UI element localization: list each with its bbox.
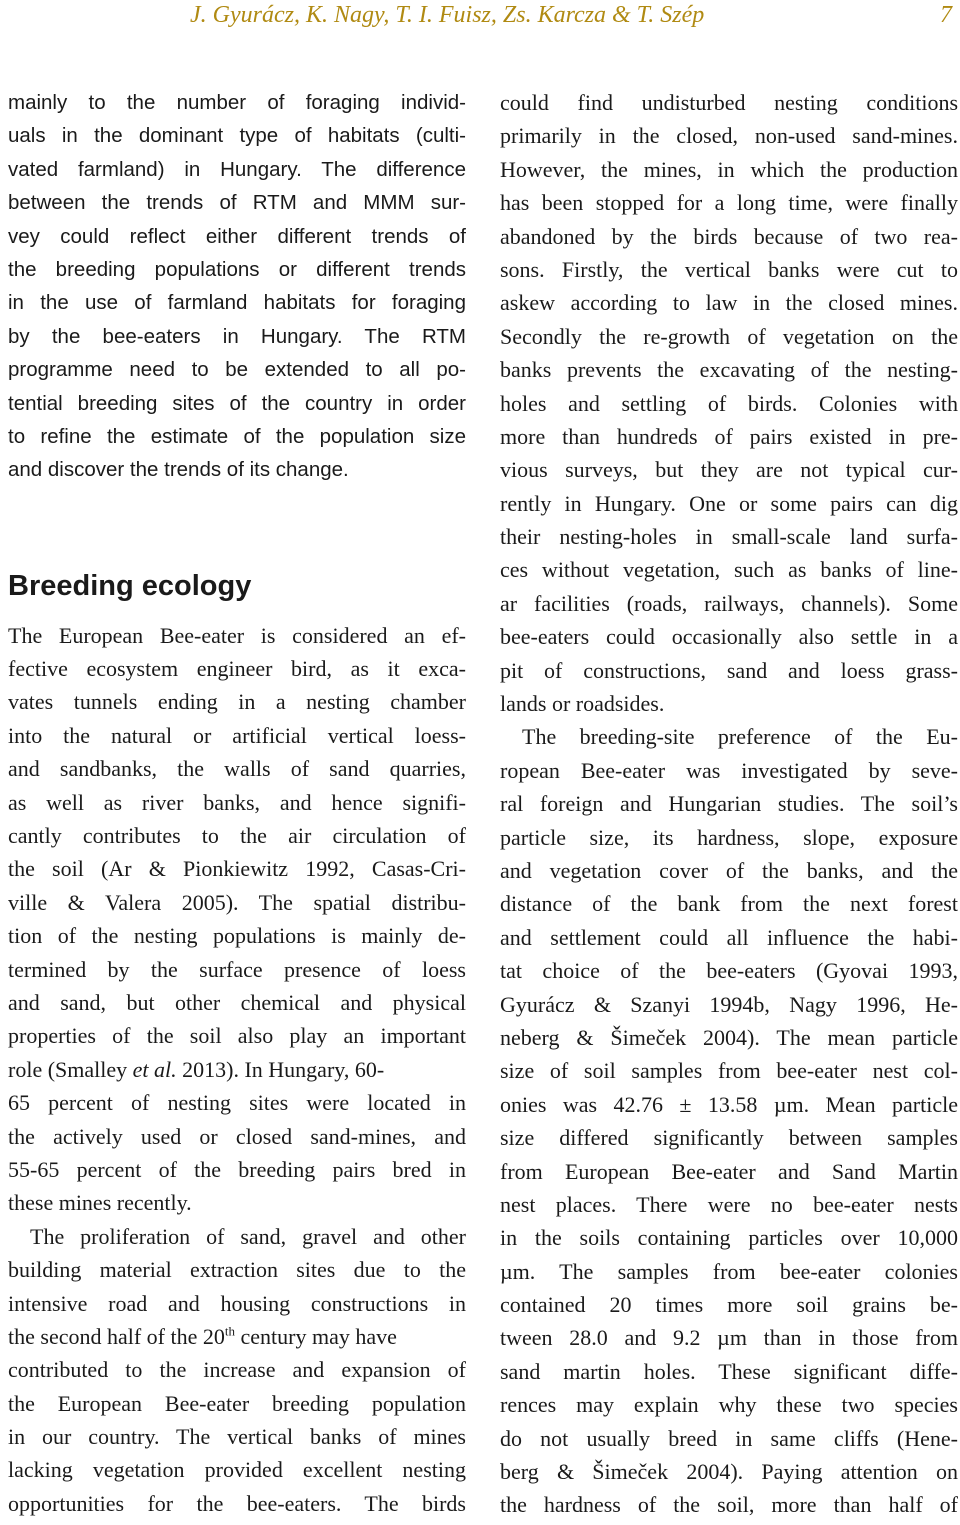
text-line: The proliferation of sand, gravel and other	[30, 1223, 466, 1249]
text-line: neberg & Šimeček 2004). The mean particle	[500, 1024, 958, 1050]
text-line: particle size, its hardness, slope, exposure	[500, 824, 958, 850]
text-line: Gyurácz & Szanyi 1994b, Nagy 1996, He-	[500, 991, 958, 1017]
text-line: The breeding-site preference of the Eu-	[522, 724, 958, 750]
right-column	[500, 86, 958, 1522]
running-header	[0, 0, 960, 38]
text-line: as well as river banks, and hence signifi-	[8, 789, 466, 815]
text-line: askew according to law in the closed mines.	[500, 290, 958, 316]
text-line: berg & Šimeček 2004). Paying attention on	[500, 1459, 958, 1485]
text-line: the actively used or closed sand-mines, and	[8, 1123, 466, 1149]
text-line: properties of the soil also play an important	[8, 1023, 466, 1049]
text-line: bee-eaters could occasionally also settle in a	[500, 624, 958, 650]
text-line: sons. Firstly, the vertical banks were cut to	[500, 256, 958, 282]
text-line: in the use of farmland habitats for foraging	[8, 291, 466, 315]
text-line	[8, 1053, 466, 1086]
text-line: size of soil samples from bee-eater nest col-	[500, 1058, 958, 1084]
paragraph-proliferation	[8, 1220, 466, 1521]
text-line: rently in Hungary. One or some pairs can dig	[500, 490, 958, 516]
page-number: 7	[940, 2, 952, 28]
text-line: primarily in the closed, non-used sand-mines.	[500, 123, 958, 149]
text-line: and discover the trends of its change.	[8, 458, 349, 482]
text-line: the soil (Ar & Pionkiewitz 1992, Casas-Cri-	[8, 856, 466, 882]
text-line: pit of constructions, sand and loess grass-	[500, 657, 958, 683]
text-line: However, the mines, in which the production	[500, 156, 958, 182]
text-line: in the soils containing particles over 10,000	[500, 1225, 958, 1251]
text-line: tween 28.0 and 9.2 µm than in those from	[500, 1325, 958, 1351]
text-line: by the bee-eaters in Hungary. The RTM	[8, 324, 466, 348]
text-line: more than hundreds of pairs existed in pre-	[500, 423, 958, 449]
text-line: ar facilities (roads, railways, channels). Some	[500, 590, 958, 616]
section-spacer	[8, 487, 466, 553]
text-line: has been stopped for a long time, were finally	[500, 190, 958, 216]
text-line: 65 percent of nesting sites were located in	[8, 1090, 466, 1116]
italic-text: et al.	[132, 1056, 177, 1082]
text-line: their nesting-holes in small-scale land surfa-	[500, 524, 958, 550]
text-line: nest places. There were no bee-eater nests	[500, 1191, 958, 1217]
text-line: could find undisturbed nesting conditions	[500, 90, 958, 115]
text-line: from European Bee-eater and Sand Martin	[500, 1158, 958, 1184]
section-heading: Breeding ecology	[8, 569, 252, 602]
paragraph-nesting-conditions	[500, 86, 958, 720]
text-line: into the natural or artificial vertical loess-	[8, 722, 466, 748]
text-line: tion of the nesting populations is mainly de-	[8, 923, 466, 949]
text-line: ropean Bee-eater was investigated by seve-	[500, 757, 958, 783]
text-line: between the trends of RTM and MMM sur-	[8, 191, 466, 215]
text-line: The European Bee-eater is considered an ef-	[8, 622, 466, 648]
text-run: century may have	[235, 1323, 397, 1349]
text-line: termined by the surface presence of loess	[8, 956, 466, 982]
text-line: the hardness of the soil, more than half of	[500, 1492, 958, 1518]
text-line: opportunities for the bee-eaters. The birds	[8, 1490, 466, 1516]
text-line: sand martin holes. These significant diffe-	[500, 1358, 958, 1384]
text-line: tential breeding sites of the country in order	[8, 391, 466, 415]
text-line: and vegetation cover of the banks, and the	[500, 857, 958, 883]
text-line: banks prevents the excavating of the nesting-	[500, 357, 958, 383]
text-line: building material extraction sites due to the	[8, 1257, 466, 1283]
text-line: the European Bee-eater breeding population	[8, 1390, 466, 1416]
text-line: fective ecosystem engineer bird, as it exca-	[8, 656, 466, 682]
paragraph-breeding-site-preference	[500, 720, 958, 1521]
superscript: th	[224, 1323, 235, 1339]
text-line: and sand, but other chemical and physical	[8, 989, 466, 1015]
text-line: vates tunnels ending in a nesting chamber	[8, 689, 466, 715]
text-line: Secondly the re-growth of vegetation on the	[500, 323, 958, 349]
text-line: mainly to the number of foraging individ-	[8, 91, 466, 114]
text-line: vated farmland) in Hungary. The difference	[8, 157, 466, 181]
header-authors: J. Gyurácz, K. Nagy, T. I. Fuisz, Zs. Karcza & T. Szép	[190, 2, 705, 28]
text-line: holes and settling of birds. Colonies with	[500, 390, 958, 416]
paragraph-rtm-trends	[8, 86, 466, 487]
text-run: role (Smalley	[8, 1056, 128, 1082]
text-line: ville & Valera 2005). The spatial distribu-	[8, 889, 466, 915]
text-line: and settlement could all influence the habi-	[500, 924, 958, 950]
text-line: abandoned by the birds because of two rea-	[500, 223, 958, 249]
left-column	[8, 86, 466, 1520]
text-line: cantly contributes to the air circulation of	[8, 823, 466, 849]
text-line: size differed significantly between samples	[500, 1125, 958, 1151]
text-line: lands or roadsides.	[500, 691, 665, 717]
text-line: programme need to be extended to all po-	[8, 358, 466, 382]
text-line: lacking vegetation provided excellent nesting	[8, 1457, 466, 1483]
text-line: vious surveys, but they are not typical cur-	[500, 457, 958, 483]
text-run: the second half of the 20	[8, 1323, 225, 1349]
paragraph-breeding-ecology	[8, 619, 466, 1220]
text-line: tat choice of the bee-eaters (Gyovai 1993,	[500, 958, 958, 984]
text-line: these mines recently.	[8, 1190, 192, 1216]
text-line: do not usually breed in same cliffs (Hene-	[500, 1425, 958, 1451]
text-line: contributed to the increase and expansion of	[8, 1357, 466, 1383]
text-line: ral foreign and Hungarian studies. The soil’s	[500, 791, 958, 817]
text-line: ces without vegetation, such as banks of line-	[500, 557, 958, 583]
text-line: vey could reflect either different trends of	[8, 224, 466, 248]
text-run: 2013). In Hungary, 60-	[176, 1056, 385, 1082]
text-line: distance of the bank from the next forest	[500, 891, 958, 917]
text-line: 55-65 percent of the breeding pairs bred in	[8, 1156, 466, 1182]
text-line: in our country. The vertical banks of mines	[8, 1424, 466, 1450]
text-line: uals in the dominant type of habitats (culti-	[8, 124, 466, 148]
text-line: rences may explain why these two species	[500, 1392, 958, 1418]
text-line	[8, 1320, 466, 1353]
text-line: onies was 42.76 ± 13.58 µm. Mean particle	[500, 1091, 958, 1117]
text-line: intensive road and housing constructions in	[8, 1290, 466, 1316]
text-line: µm. The samples from bee-eater colonies	[500, 1258, 958, 1284]
text-line: and sandbanks, the walls of sand quarries,	[8, 756, 466, 782]
text-line: contained 20 times more soil grains be-	[500, 1292, 958, 1318]
text-line: to refine the estimate of the population size	[8, 424, 466, 448]
text-line: the breeding populations or different trends	[8, 257, 466, 281]
